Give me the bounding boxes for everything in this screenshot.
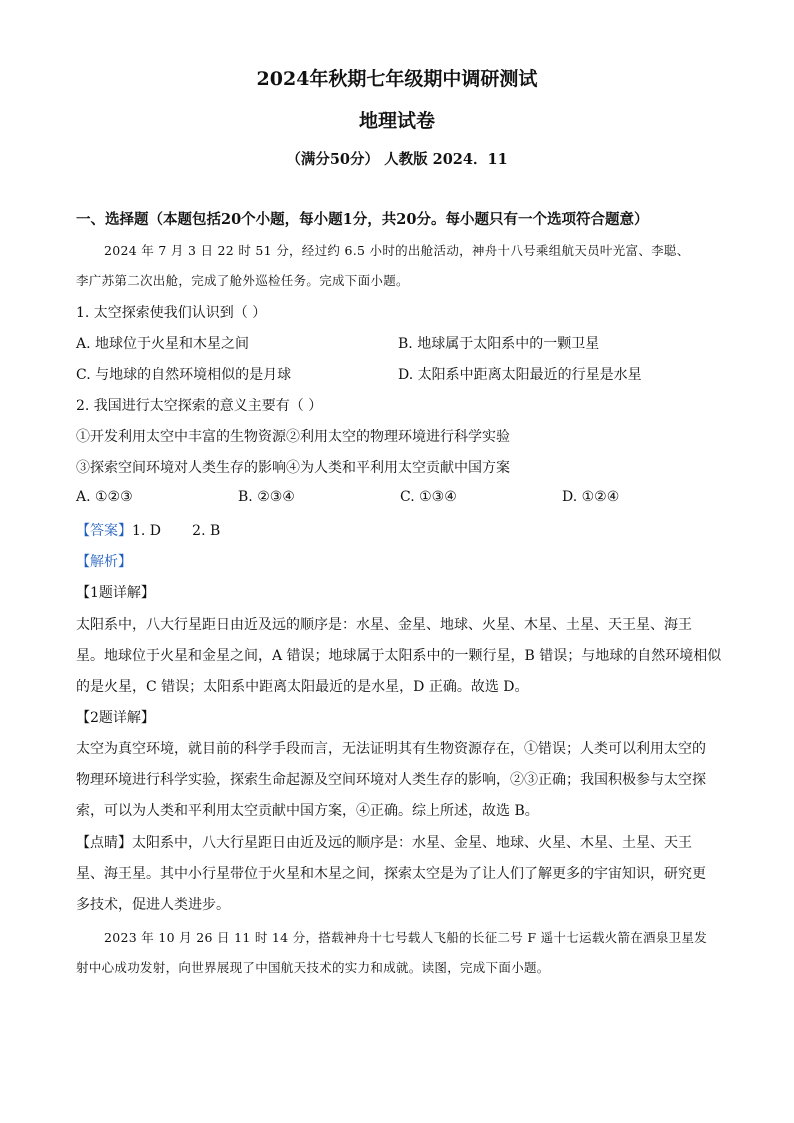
detail-1-line: 星。地球位于火星和金星之间，A 错误；地球属于太阳系中的一颗行星，B 错误；与地球的自然环境相似 — [76, 648, 722, 664]
q2-option-d: D. ①②④ — [562, 489, 620, 505]
q2-option-c: C. ①③④ — [400, 489, 457, 505]
q1-option-d: D. 太阳系中距离太阳最近的行星是水星 — [398, 367, 642, 383]
intro2-line: 2023 年 10 月 26 日 11 时 14 分，搭载神舟十七号载人飞船的长征二号 F 遥十七运载火箭在酒泉卫星发 — [104, 930, 708, 945]
detail-1-line: 的是火星，C 错误；太阳系中距离太阳最近的是水星，D 正确。故选 D。 — [76, 679, 529, 695]
detail-2-line: 索，可以为人类和平利用太空贡献中国方案，④正确。综上所述，故选 B。 — [76, 803, 539, 819]
tip-line: 多技术，促进人类进步。 — [76, 897, 230, 913]
analysis-tag: 【解析】 — [76, 554, 132, 570]
q1-option-a: A. 地球位于火星和木星之间 — [76, 336, 250, 352]
tip-line: 太阳系中，八大行星距日由近及远的顺序是：水星、金星、地球、火星、木星、土星、天王 — [132, 835, 692, 851]
answer-text: 1. D 2. B — [132, 523, 221, 539]
answer-tag: 【答案】 — [76, 523, 132, 539]
q1-option-c: C. 与地球的自然环境相似的是月球 — [76, 367, 292, 383]
q2-statement-line: ①开发利用太空中丰富的生物资源②利用太空的物理环境进行科学实验 — [76, 429, 510, 445]
intro-line: 2024 年 7 月 3 日 22 时 51 分，经过约 6.5 小时的出舱活动，神舟十八号乘组航天员叶光富、李聪、 — [104, 243, 690, 258]
question-1-stem: 1. 太空探索使我们认识到（ ） — [76, 305, 267, 321]
intro2-line: 射中心成功发射，向世界展现了中国航天技术的实力和成就。读图，完成下面小题。 — [76, 960, 550, 975]
subject-title: 地理试卷 — [358, 110, 435, 132]
answer-row — [76, 520, 220, 540]
tip-row — [76, 832, 692, 852]
detail-1-tag: 【1题详解】 — [76, 585, 155, 601]
q1-option-b: B. 地球属于太阳系中的一颗卫星 — [398, 336, 600, 352]
section-heading: 一、选择题（本题包括20个小题，每小题1分，共20分。每小题只有一个选项符合题意） — [76, 211, 649, 228]
exam-meta: （满分50分） 人教版 2024．11 — [286, 151, 508, 168]
detail-1-line: 太阳系中，八大行星距日由近及远的顺序是：水星、金星、地球、火星、木星、土星、天王星、海王 — [76, 617, 692, 633]
detail-2-line: 物理环境进行科学实验，探索生命起源及空间环境对人类生存的影响，②③正确；我国积极参与太空探 — [76, 772, 706, 788]
q2-option-b: B. ②③④ — [238, 489, 295, 505]
q2-option-a: A. ①②③ — [76, 489, 133, 505]
q2-statement-line: ③探索空间环境对人类生存的影响④为人类和平利用太空贡献中国方案 — [76, 460, 510, 476]
exam-title: 2024年秋期七年级期中调研测试 — [256, 68, 538, 90]
question-2-stem: 2. 我国进行太空探索的意义主要有（ ） — [76, 398, 323, 414]
intro-line: 李广苏第二次出舱，完成了舱外巡检任务。完成下面小题。 — [76, 273, 409, 288]
detail-2-tag: 【2题详解】 — [76, 710, 155, 726]
tip-line: 星、海王星。其中小行星带位于火星和木星之间，探索太空是为了让人们了解更多的宇宙知识，研究更 — [76, 866, 706, 882]
detail-2-line: 太空为真空环境，就目前的科学手段而言，无法证明其有生物资源存在，①错误；人类可以利用太空的 — [76, 741, 706, 757]
tip-tag: 【点睛】 — [76, 835, 132, 851]
